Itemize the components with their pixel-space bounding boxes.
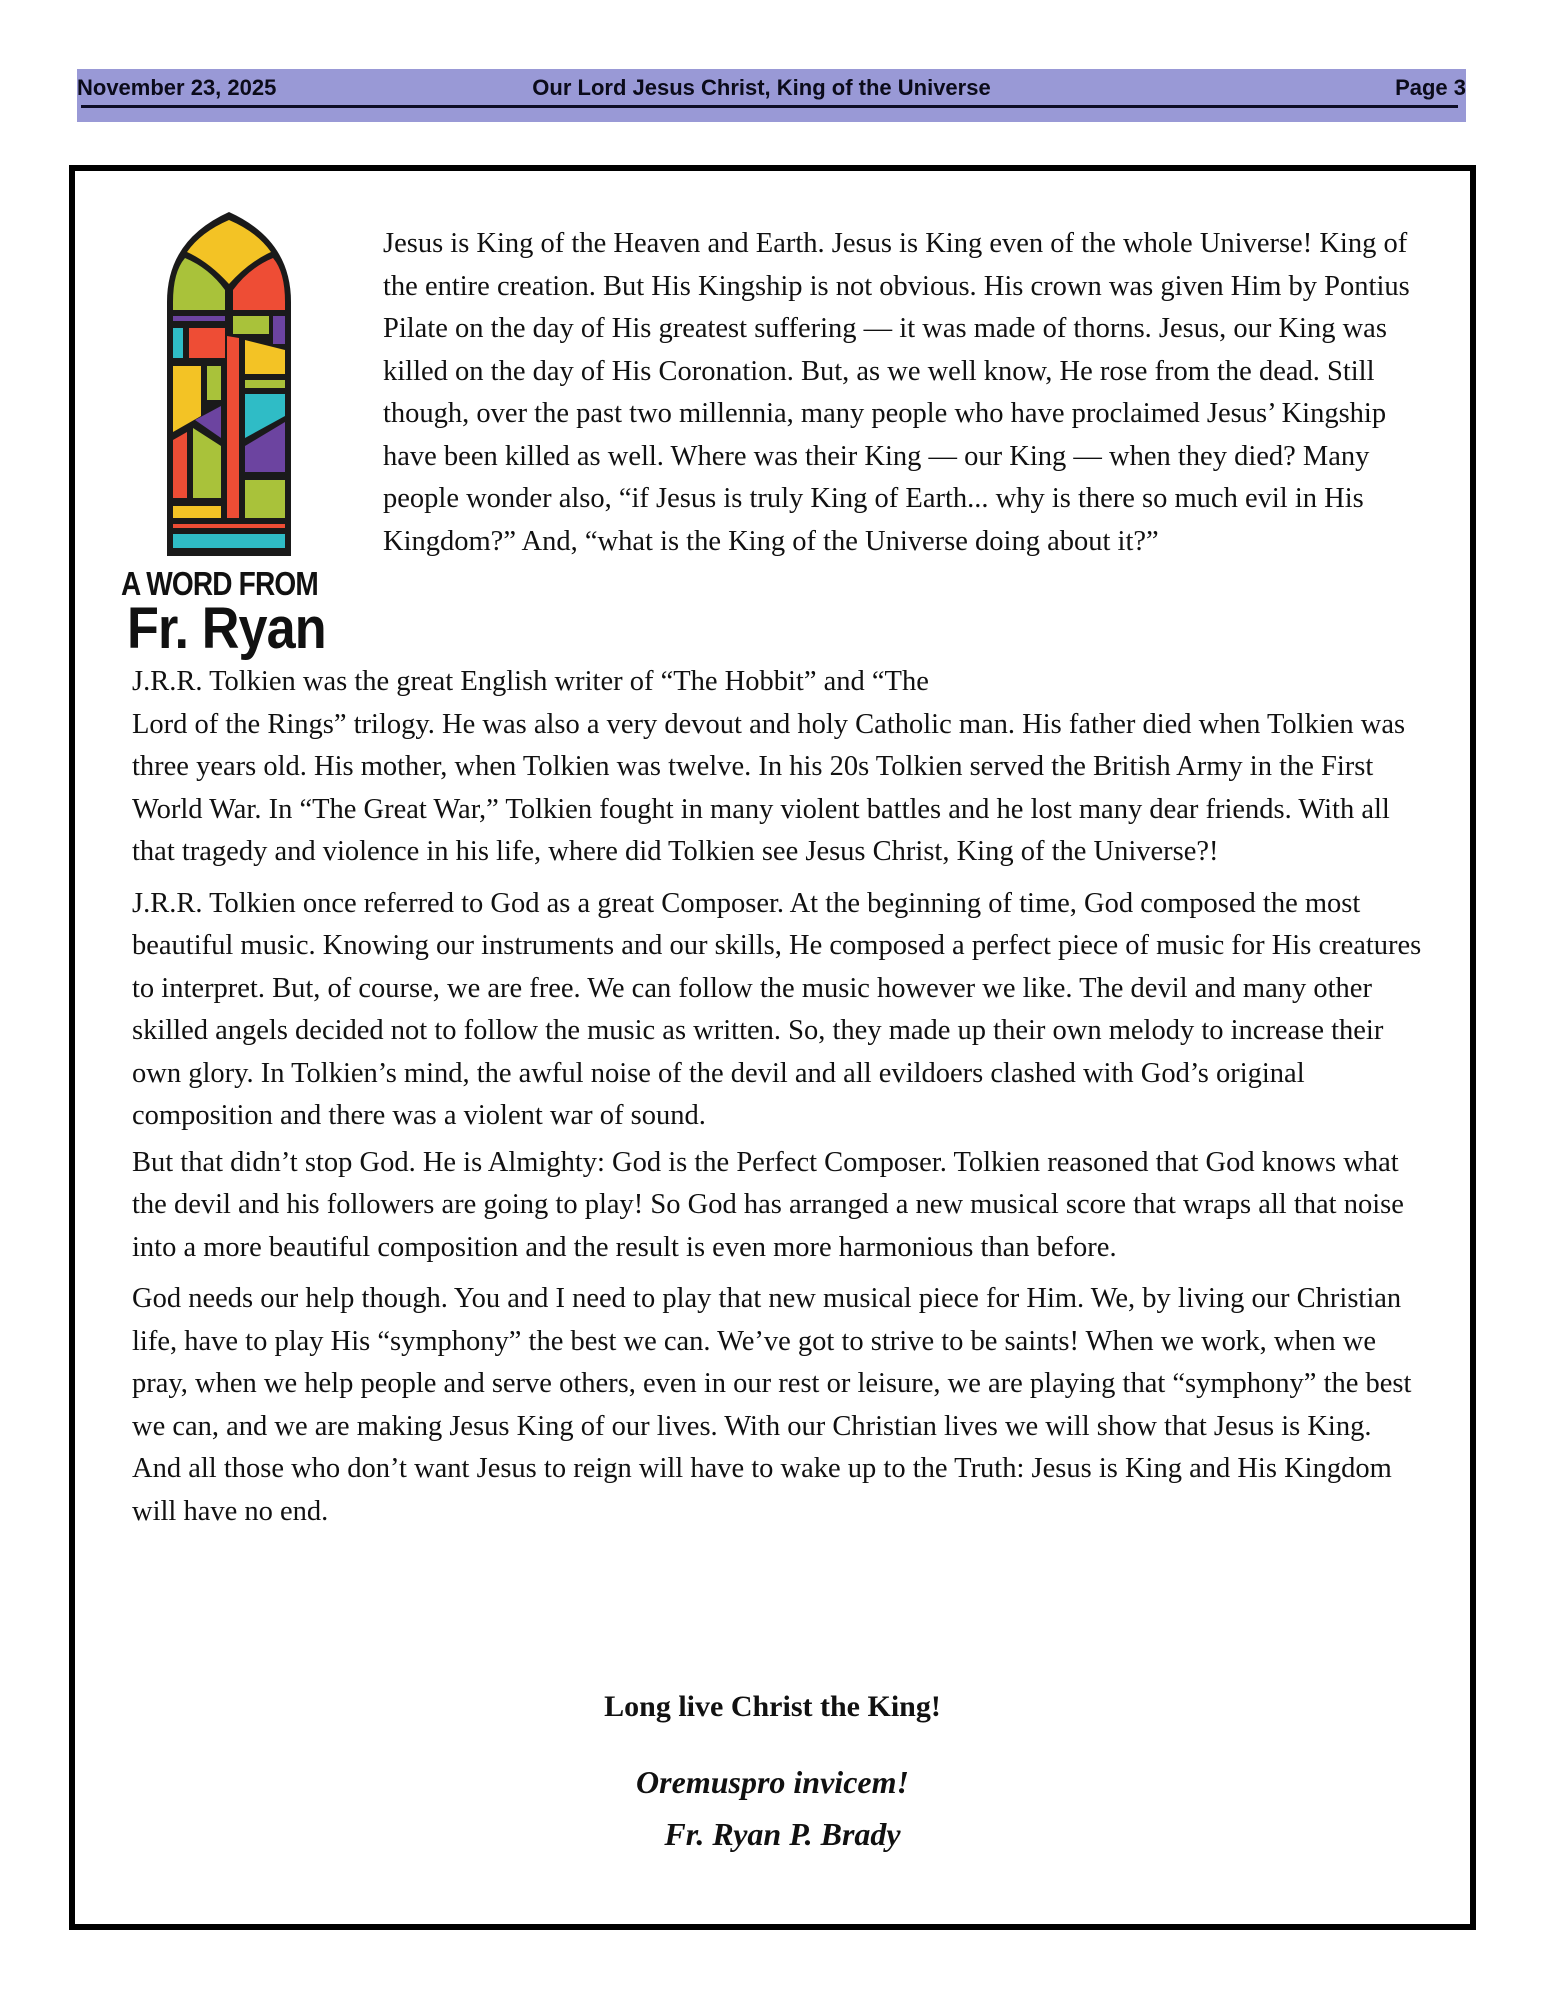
paragraph-perfect-composer: But that didn’t stop God. He is Almighty: God is the Perfect Composer. Tolkien reasoned that God knows what the devil and his followers are going to play! So God has arranged a new musical score that wraps all that noise into a more beautiful composition and the result is even more harmonious than before.	[132, 1146, 1404, 1263]
logo-subtitle: A WORD FROM	[121, 565, 318, 602]
header-divider	[81, 105, 1458, 108]
paragraph-rest: Lord of the Rings” trilogy. He was also a very devout and holy Catholic man. His father died when Tolkien was three years old. His mother, when Tolkien was twelve. In his 20s Tolkien served the British Army in the First World War. In “The Great War,” Tolkien fought in many violent battles and he lost many dear friends. With all that tragedy and violence in his life, where did Tolkien see Jesus Christ, King of the Universe?!	[132, 708, 1406, 867]
paragraph-tolkien-bio	[132, 661, 1422, 874]
article-box	[69, 165, 1476, 1930]
header-title: Our Lord Jesus Christ, King of the Universe	[532, 75, 991, 100]
paragraph-first-line: J.R.R. Tolkien was the great English writer of “The Hobbit” and “The	[132, 666, 929, 697]
signature: Fr. Ryan P. Brady	[664, 1816, 901, 1852]
word-from-fr-ryan-logo	[121, 210, 351, 661]
intro-paragraph	[383, 223, 1423, 563]
intro-text: Jesus is King of the Heaven and Earth. Jesus is King even of the whole Universe! King of the entire creation. But His Kingship is not obvious. His crown was given Him by Pontius Pilate on the day of His greatest suffering — it was made of thorns. Jesus, our King was killed on the day of His Coronation. But, as we well know, He rose from the dead. Still though, over the past two millennia, many people who have proclaimed Jesus’ Kingship have been killed as well. Where was their King — our King — when they died? Many people wonder also, “if Jesus is truly King of Earth... why is there so much evil in His Kingdom?” And, “what is the King of the Universe doing about it?”	[383, 228, 1410, 557]
newsletter-header-bar	[77, 69, 1466, 122]
header-date: November 23, 2025	[77, 75, 277, 100]
page-number: Page 3	[1395, 75, 1466, 100]
closing-latin: Oremuspro invicem!	[636, 1764, 909, 1800]
article-body	[132, 661, 1422, 1533]
stained-glass-window-icon	[161, 210, 297, 556]
logo-name: Fr. Ryan	[127, 596, 326, 661]
paragraph-composer: J.R.R. Tolkien once referred to God as a great Composer. At the beginning of time, God composed the most beautiful music. Knowing our instruments and our skills, He composed a perfect piece of music for His creatures to interpret. But, of course, we are free. We can follow the music however we like. The devil and many other skilled angels decided not to follow the music as written. So, they made up their own melody to increase their own glory. In Tolkien’s mind, the awful noise of the devil and all evildoers clashed with God’s original composition and there was a violent war of sound.	[132, 887, 1422, 1131]
closing-exclamation: Long live Christ the King!	[604, 1690, 941, 1723]
paragraph-our-help: God needs our help though. You and I need to play that new musical piece for Him. We, by living our Christian life, have to play His “symphony” the best we can. We’ve got to strive to be saints! When we work, when we pray, when we help people and serve others, even in our rest or leisure, we are playing that “symphony” the best we can, and we are making Jesus King of our lives. With our Christian lives we will show that Jesus is King. And all those who don’t want Jesus to reign will have to wake up to the Truth: Jesus is King and His Kingdom will have no end.	[132, 1283, 1412, 1527]
